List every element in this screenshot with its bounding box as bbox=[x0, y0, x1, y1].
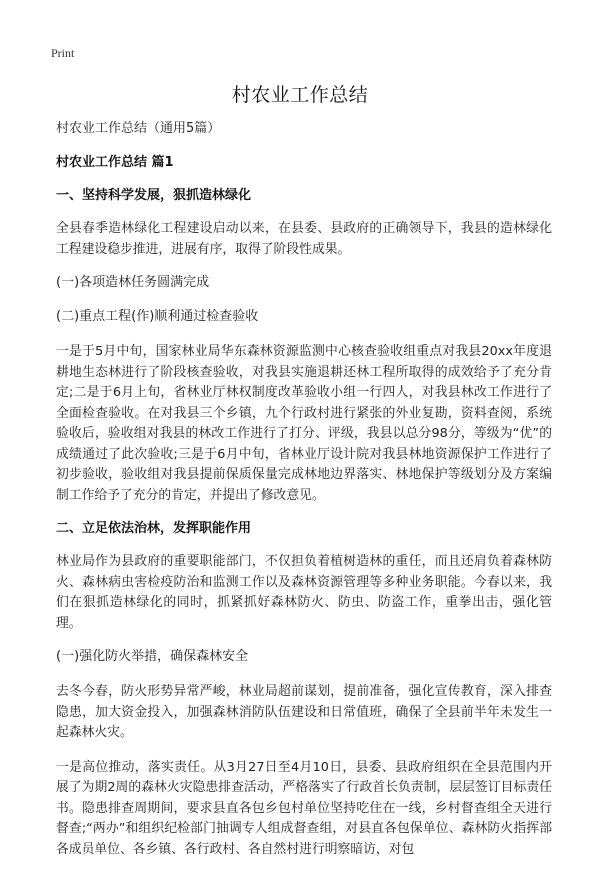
sub-item-1: (一)各项造林任务圆满完成 bbox=[56, 275, 210, 290]
paragraph-fire-situation: 去冬今春，防火形势异常严峻，林业局超前谋划，提前准备，强化宣传教育，深入排查隐患，加大资金投入，加强森林消防队伍建设和日常值班，确保了全县前半年未发生一起森林火灾。 bbox=[56, 684, 552, 740]
paragraph-responsibility: 一是高位推动，落实责任。从3月27日至4月10日，县委、县政府组织在全县范围内开展了为期2周的森林火灾隐患排查活动，严格落实了行政首长负责制，层层签订目标责任书。隐患排查周期间，要求县直各包乡包村单位坚持吃住在一线，乡村督查组全天进行督查;“两办”和组织纪检部门抽调专人组成督查组，对县直各包保单位、森林防火指挥部各成员单位、各乡镇、各行政村、各自然村进行明察暗访，对包 bbox=[56, 759, 552, 857]
heading-1: 一、坚持科学发展，狠抓造林绿化 bbox=[56, 188, 252, 203]
heading-2: 二、立足依法治林，发挥职能作用 bbox=[56, 521, 252, 536]
paragraph-intro: 全县春季造林绿化工程建设启动以来，在县委、县政府的正确领导下，我县的造林绿化工程建设稳步推进，进展有序，取得了阶段性成果。 bbox=[56, 221, 552, 257]
paragraph-functions: 林业局作为县政府的重要职能部门，不仅担负着植树造林的重任，而且还肩负着森林防火、森林病虫害检疫防治和监测工作以及森林资源管理等多种业务职能。今春以来，我们在狠抓造林绿化的同时，抓紧抓好森林防火、防虫、防盗工作，重拳出击，强化管理。 bbox=[56, 554, 552, 631]
sub-item-fire: (一)强化防火举措，确保森林安全 bbox=[56, 649, 249, 664]
document-subtitle: 村农业工作总结（通用5篇） bbox=[56, 121, 221, 136]
section-title: 村农业工作总结 篇1 bbox=[56, 155, 174, 170]
document-title: 村农业工作总结 bbox=[231, 84, 369, 106]
sub-item-2: (二)重点工程(作)顺利通过检查验收 bbox=[56, 309, 259, 324]
print-link[interactable]: Print bbox=[51, 46, 75, 60]
paragraph-inspection: 一是于5月中旬，国家林业局华东森林资源监测中心核查验收组重点对我县20xx年度退耕地生态林进行了阶段核查验收，对我县实施退耕还林工程所取得的成效给予了充分肯定;二是于6月上旬，省林业厅林权制度改革验收小组一行四人，对我县林改工作进行了全面检查验收。在对我县三个乡镇，九个行政村进行紧张的外业复勘，资料查阅，系统验收后，验收组对我县的林改工作进行了打分、评级，我县以总分98分，等级为“优”的成绩通过了此次验收;三是于6月中旬，省林业厅设计院对我县林地资源保护工作进行了初步验收，验收组对我县提前保质保量完成林地边界落实、林地保护等级划分及方案编制工作给予了充分的肯定，并提出了修改意见。 bbox=[56, 344, 552, 503]
document-body bbox=[56, 120, 552, 874]
